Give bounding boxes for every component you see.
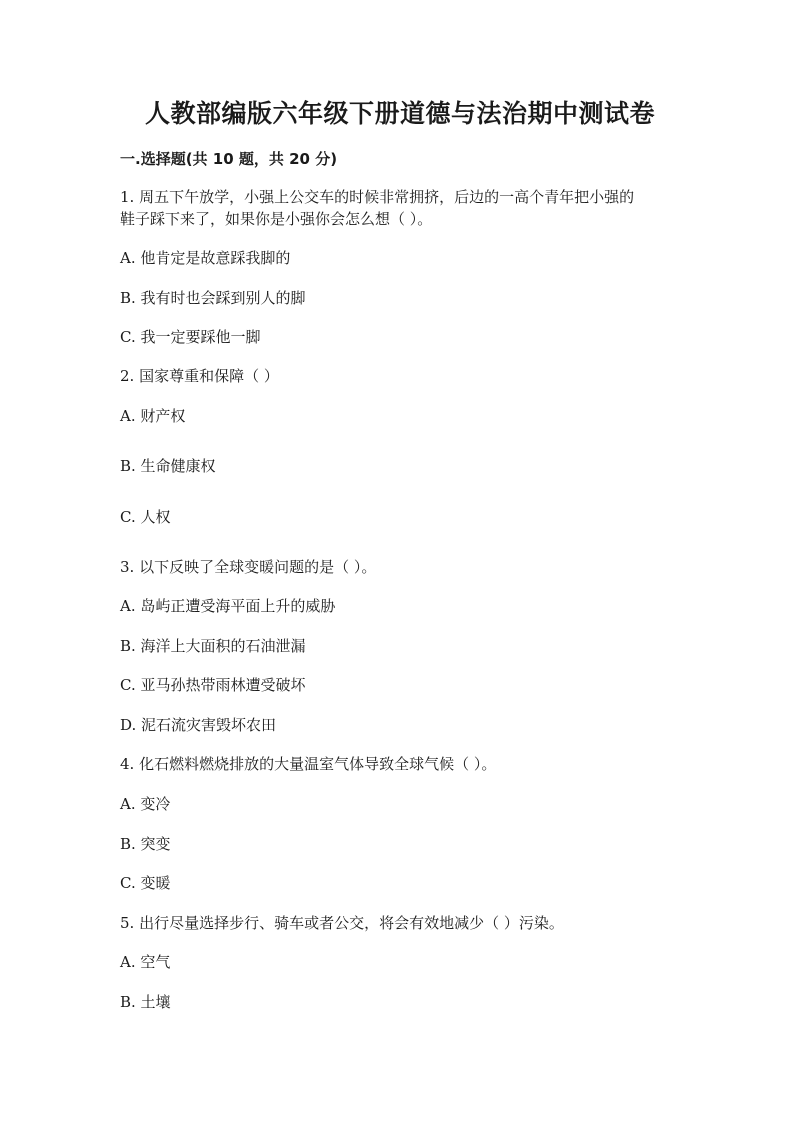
question-3-option-b: B. 海洋上大面积的石油泄漏	[120, 637, 306, 655]
question-2-option-a: A. 财产权	[120, 407, 186, 425]
question-1-stem-line-2: 鞋子踩下来了，如果你是小强你会怎么想（ ）。	[120, 210, 433, 228]
question-1-option-b: B. 我有时也会踩到别人的脚	[120, 289, 306, 307]
question-5-stem: 5. 出行尽量选择步行、骑车或者公交，将会有效地减少（ ）污染。	[120, 914, 564, 932]
question-2-option-b: B. 生命健康权	[120, 457, 216, 475]
question-5-option-a: A. 空气	[120, 953, 171, 971]
question-1-option-a: A. 他肯定是故意踩我脚的	[120, 249, 291, 267]
question-4-option-a: A. 变冷	[120, 795, 171, 813]
question-1-stem-line-1: 1. 周五下午放学，小强上公交车的时候非常拥挤，后边的一高个青年把小强的	[120, 188, 635, 206]
section-heading: 一.选择题(共 10 题，共 20 分)	[120, 150, 338, 168]
question-3-option-d: D. 泥石流灾害毁坏农田	[120, 716, 277, 734]
question-5-option-b: B. 土壤	[120, 993, 171, 1011]
page-title: 人教部编版六年级下册道德与法治期中测试卷	[144, 99, 655, 128]
question-3-stem: 3. 以下反映了全球变暖问题的是（ ）。	[120, 558, 377, 576]
question-2-stem: 2. 国家尊重和保障（ ）	[120, 367, 279, 385]
question-3-option-c: C. 亚马孙热带雨林遭受破坏	[120, 676, 306, 694]
question-4-stem: 4. 化石燃料燃烧排放的大量温室气体导致全球气候（ ）。	[120, 755, 497, 773]
question-3-option-a: A. 岛屿正遭受海平面上升的威胁	[120, 597, 336, 615]
question-2-option-c: C. 人权	[120, 508, 171, 526]
question-4-option-b: B. 突变	[120, 835, 171, 853]
question-4-option-c: C. 变暖	[120, 874, 171, 892]
question-1-option-c: C. 我一定要踩他一脚	[120, 328, 261, 346]
